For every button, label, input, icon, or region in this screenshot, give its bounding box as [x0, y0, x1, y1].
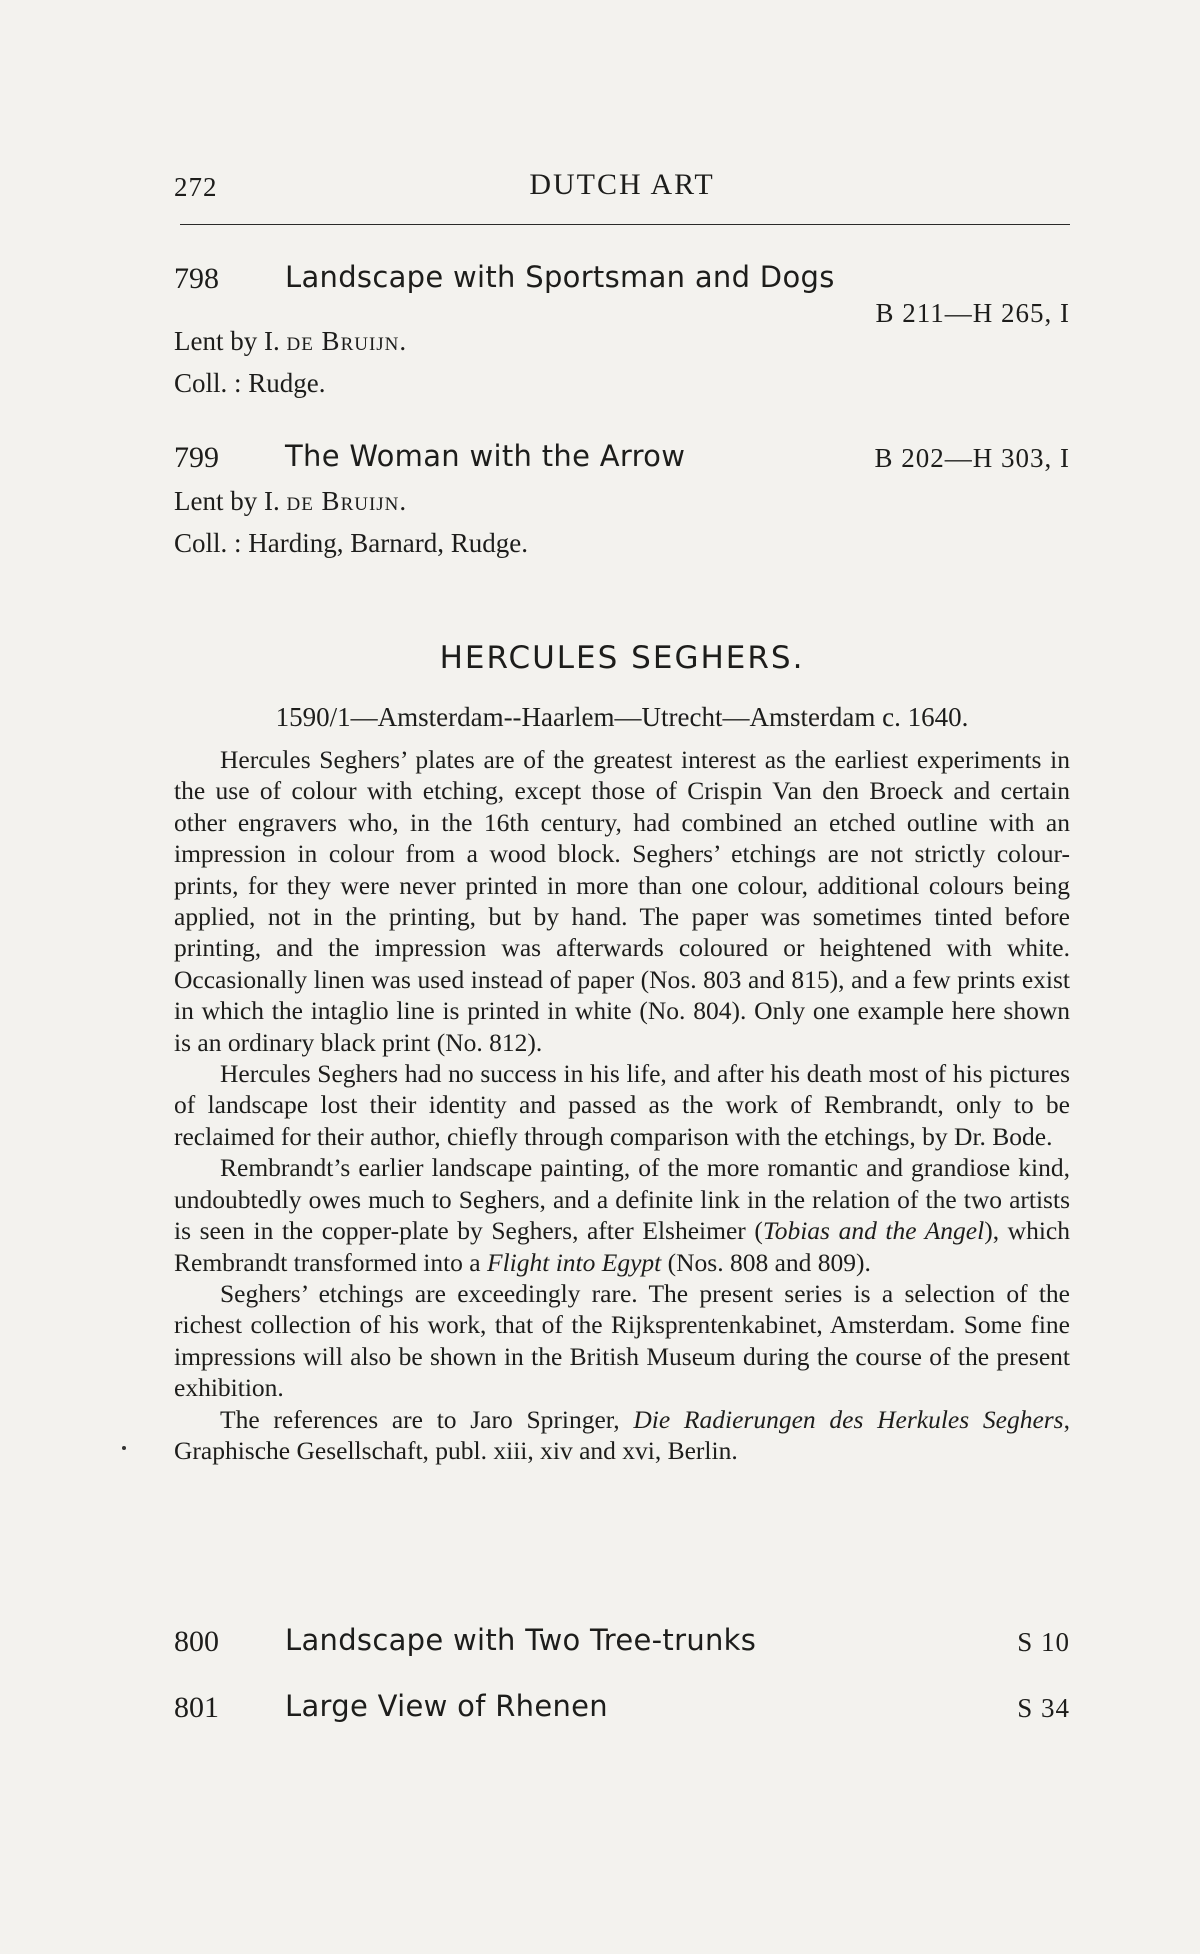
running-title: DUTCH ART	[529, 168, 715, 201]
entry-reference: B 211—H 265, I	[875, 298, 1070, 328]
paragraph: Hercules Seghers had no success in his life, and after his death most of his pictures of landscape lost their identity and passed as the work of Rembrandt, only to be reclaimed for their author, chiefly through comparison with the etchings, by Dr. Bode.	[174, 1059, 1070, 1151]
lent-by-prefix: Lent by I.	[174, 326, 280, 356]
body-text	[174, 744, 1070, 1466]
entry-reference: S 10	[1017, 1627, 1070, 1657]
artist-dates: 1590/1—Amsterdam--Haarlem—Utrecht—Amsterdam c. 1640.	[275, 702, 969, 732]
lent-by-line	[174, 486, 407, 517]
margin-dot	[122, 1446, 126, 1450]
header-rule	[180, 224, 1070, 225]
section-heading: HERCULES SEGHERS.	[439, 640, 805, 676]
entry-title: The Woman with the Arrow	[285, 439, 686, 473]
entry-reference: S 34	[1017, 1693, 1070, 1723]
lent-by-line	[174, 326, 407, 357]
lent-by-prefix: Lent by I.	[174, 486, 280, 516]
italic-title: Die Radierungen des Herkules Seghers	[633, 1404, 1064, 1434]
entry-title: Landscape with Sportsman and Dogs	[285, 260, 835, 294]
italic-title: Flight into Egypt	[487, 1247, 662, 1277]
lender-name: de Bruijn.	[286, 486, 408, 516]
entry-number: 801	[174, 1691, 219, 1724]
paragraph: Hercules Seghers’ plates are of the greatest interest as the earliest experiments in the use of colour with etching, except those of Crispin Van den Broeck and certain other engravers who, in the 16th century, had combined an etched outline with an impression in colour from a wood block. Seghers’ etchings are not strictly colour-prints, for they were never printed in more than one colour, additional colours being applied, not in the printing, but by hand. The paper was sometimes tinted before printing, and the impression was afterwards coloured or heightened with white. Occasionally linen was used instead of paper (Nos. 803 and 815), and a few prints exist in which the intaglio line is printed in white (No. 804). Only one example here shown is an ordinary black print (No. 812).	[174, 745, 1070, 1057]
entry-number: 799	[174, 441, 219, 474]
entry-number: 800	[174, 1625, 219, 1658]
entry-title: Large View of Rhenen	[285, 1689, 608, 1723]
collection-line: Coll. : Harding, Barnard, Rudge.	[174, 528, 528, 558]
entry-reference: B 202—H 303, I	[874, 443, 1070, 473]
entry-title: Landscape with Two Tree-trunks	[285, 1623, 757, 1657]
book-page	[174, 0, 1070, 1954]
running-head	[174, 168, 1070, 208]
paragraph: Rembrandt’s earlier landscape painting, of the more romantic and grandiose kind, undoubtedly owes much to Seghers, and a definite link in the relation of the two artists is seen in the copper-plate by Seghers, after Elsheimer (Tobias and the Angel), which Rembrandt transformed into a Flight into Egypt (Nos. 808 and 809).	[174, 1153, 1070, 1277]
lender-name: de Bruijn.	[286, 326, 408, 356]
entry-number: 798	[174, 262, 219, 295]
paragraph: Seghers’ etchings are exceedingly rare. The present series is a selection of the richest collection of his work, that of the Rijksprentenkabinet, Amsterdam. Some fine impressions will also be shown in the British Museum during the course of the present exhibition.	[174, 1278, 1070, 1403]
page-number: 272	[174, 172, 218, 202]
collection-line: Coll. : Rudge.	[174, 368, 326, 398]
paragraph: The references are to Jaro Springer, Die Radierungen des Herkules Seghers, Graphische Gesellschaft, publ. xiii, xiv and xvi, Berlin.	[174, 1404, 1070, 1465]
italic-title: Tobias and the Angel	[762, 1216, 985, 1246]
